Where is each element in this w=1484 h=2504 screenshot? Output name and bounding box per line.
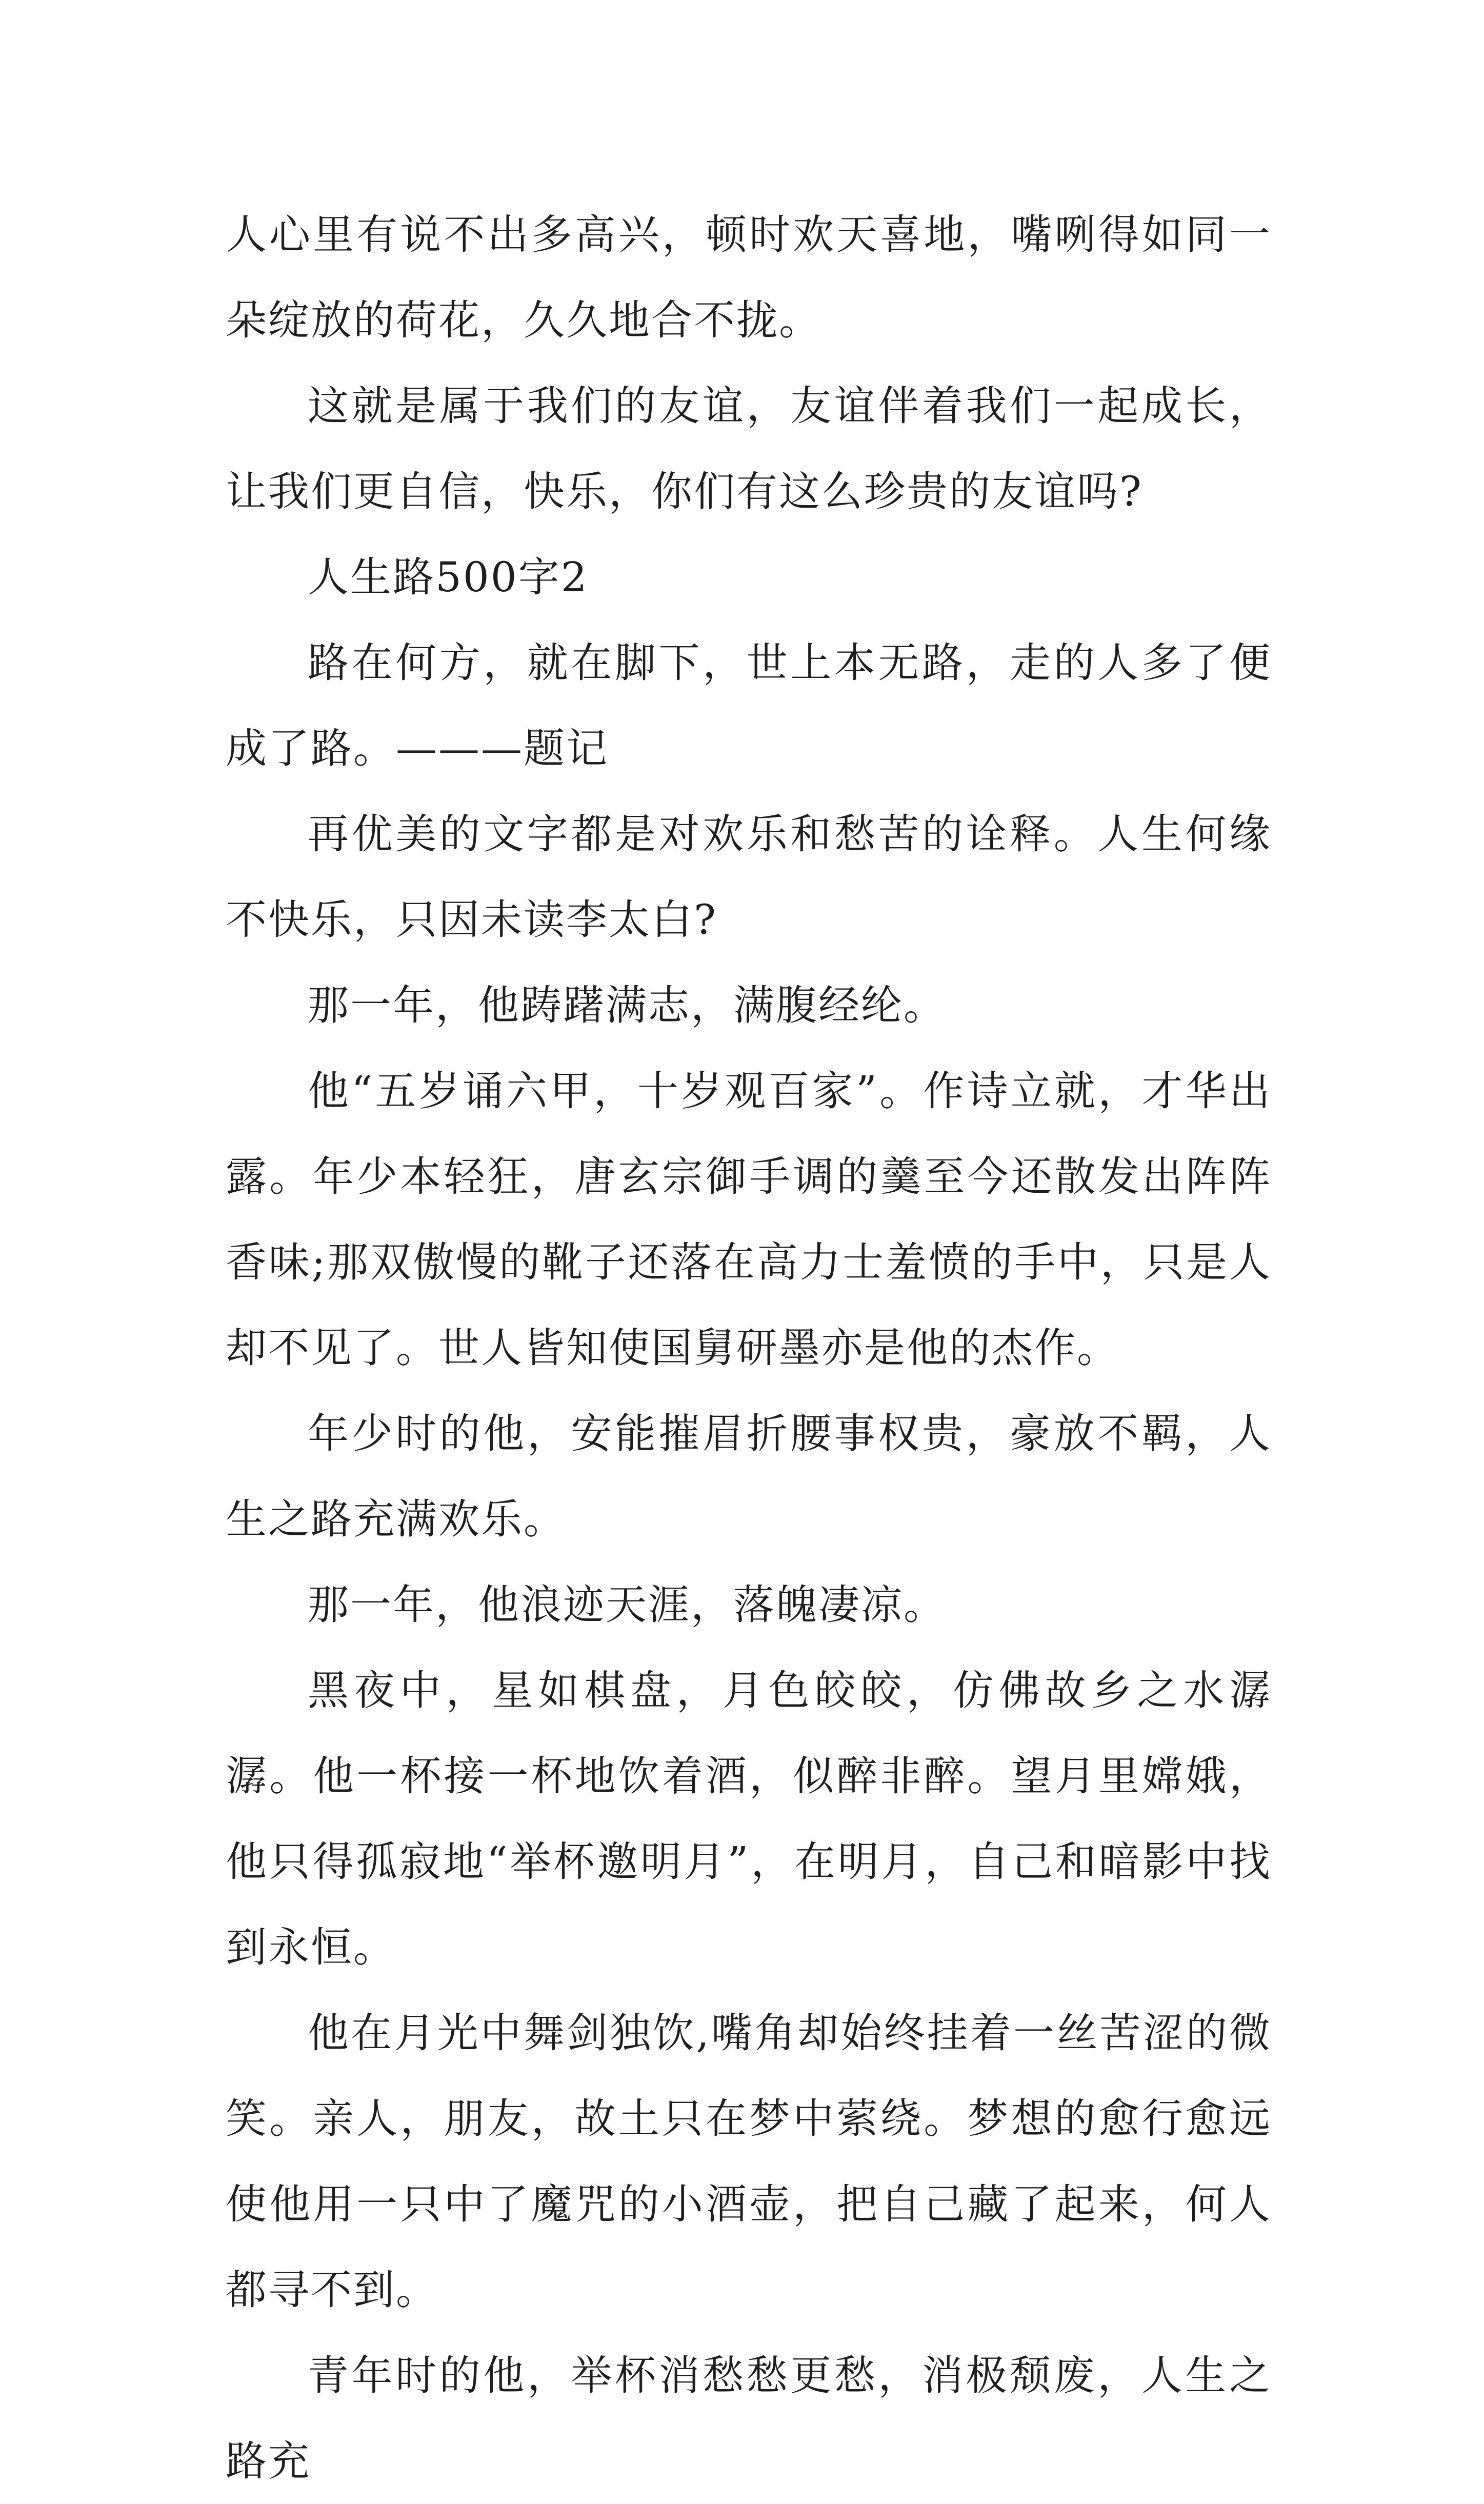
paragraph-4: 再优美的文字都是对欢乐和愁苦的诠释。人生何缘不快乐，只因未读李太白?: [226, 810, 1272, 944]
paragraph-1: 人心里有说不出多高兴，顿时欢天喜地，嘴咧得如同一朵绽放的荷花，久久地合不拢。: [226, 211, 1272, 344]
paragraph-2: 这就是属于我们的友谊，友谊伴着我们一起成长，让我们更自信，快乐，你们有这么珍贵的友谊吗?: [226, 382, 1272, 515]
paragraph-11: 青年时的他，举杯消愁愁更愁，消极颓废，人生之路充: [226, 2352, 1272, 2485]
paragraph-8: 那一年，他浪迹天涯，落魄凄凉。: [308, 1581, 946, 1629]
section-heading: 人生路500字2: [308, 553, 589, 601]
epigraph: 路在何方，就在脚下，世上本无路，走的人多了便成了路。———题记: [226, 639, 1272, 772]
paragraph-10: 他在月光中舞剑独饮,嘴角却始终挂着一丝苦涩的微笑。亲人，朋友，故土只在梦中萦绕。梦想的愈行愈远使他用一只中了魔咒的小酒壶，把自己藏了起来，何人都寻不到。: [226, 2009, 1272, 2314]
paragraph-5: 那一年，他踌躇满志，满腹经纶。: [308, 981, 946, 1029]
paragraph-7: 年少时的他，安能摧眉折腰事权贵，豪放不羁，人生之路充满欢乐。: [226, 1410, 1272, 1543]
paragraph-9: 黑夜中，星如棋盘，月色皎皎，仿佛故乡之水潺潺。他一杯接一杯地饮着酒，似醉非醉。望月里嫦娥，他只得孤寂地“举杯邀明月”，在明月，自己和暗影中找到永恒。: [226, 1667, 1272, 1971]
document-body: [226, 192, 1272, 2504]
paragraph-6: 他“五岁诵六甲，十岁观百家”。作诗立就，才华出露。年少本轻狂，唐玄宗御手调的羹至今还散发出阵阵香味;那双傲慢的靴子还落在高力士羞愤的手中，只是人却不见了。世人皆知使国舅研墨亦是他的杰作。: [226, 1067, 1272, 1372]
